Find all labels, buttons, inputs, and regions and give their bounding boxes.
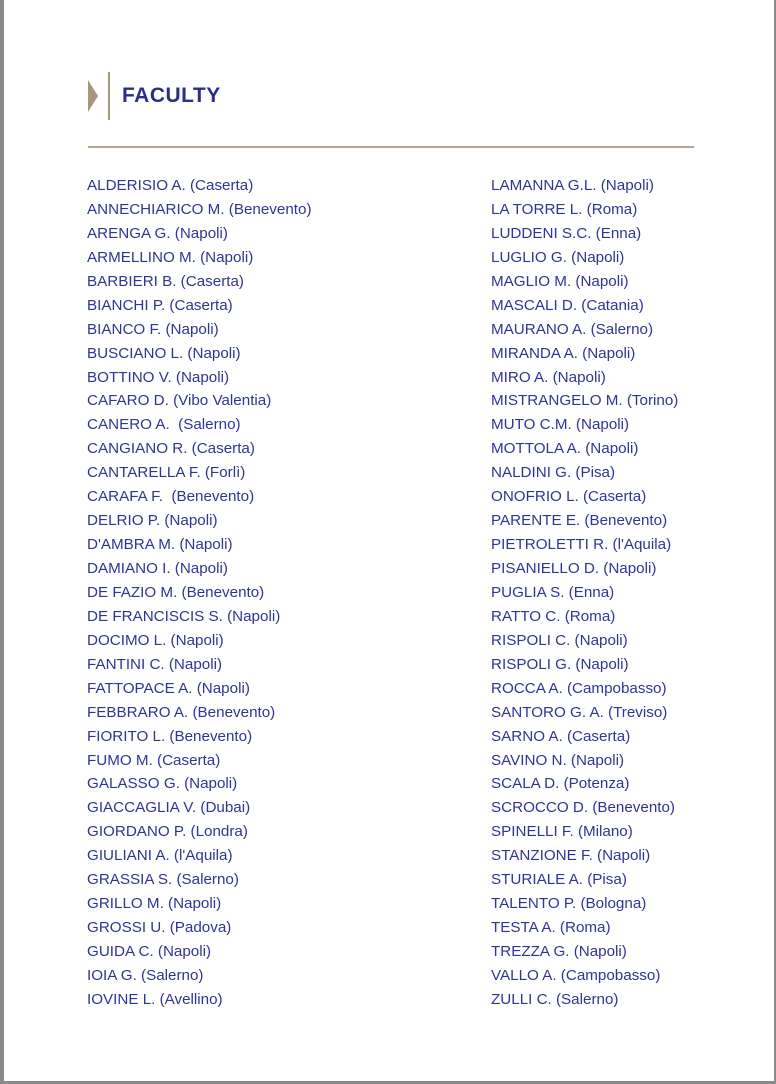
faculty-name-item: CANGIANO R. (Caserta) <box>87 440 255 458</box>
faculty-name-item: CANERO A. (Salerno) <box>87 416 241 434</box>
faculty-name-item: BUSCIANO L. (Napoli) <box>87 344 241 362</box>
faculty-name-item: SAVINO N. (Napoli) <box>491 751 625 769</box>
faculty-name-item: MAURANO A. (Salerno) <box>491 320 654 338</box>
faculty-name-item: TALENTO P. (Bologna) <box>491 895 647 913</box>
faculty-name-item: GIACCAGLIA V. (Dubai) <box>87 799 251 817</box>
faculty-name-item: MAGLIO M. (Napoli) <box>491 272 629 290</box>
title-divider <box>88 146 694 148</box>
faculty-name-item: ALDERISIO A. (Caserta) <box>87 177 254 194</box>
faculty-name-item: LUDDENI S.C. (Enna) <box>491 224 642 242</box>
faculty-name-item: IOVINE L. (Avellino) <box>87 990 223 1008</box>
faculty-name-item: SANTORO G. A. (Treviso) <box>491 703 668 721</box>
faculty-name-item: BARBIERI B. (Caserta) <box>87 272 244 290</box>
faculty-name-item: SARNO A. (Caserta) <box>491 727 631 745</box>
faculty-name-item: CANTARELLA F. (Forlì) <box>87 464 246 482</box>
faculty-name-item: GRILLO M. (Napoli) <box>87 895 222 913</box>
faculty-name-item: PARENTE E. (Benevento) <box>491 512 668 530</box>
faculty-name-item: PIETROLETTI R. (l'Aquila) <box>491 536 672 554</box>
faculty-name-item: CARAFA F. (Benevento) <box>87 488 255 506</box>
faculty-name-item: STURIALE A. (Pisa) <box>491 871 627 889</box>
faculty-name-item: BIANCO F. (Napoli) <box>87 320 219 338</box>
faculty-name-item: DE FAZIO M. (Benevento) <box>87 583 265 601</box>
triangle-marker-icon <box>88 80 98 112</box>
faculty-name-item: STANZIONE F. (Napoli) <box>491 847 651 865</box>
faculty-name-item: CAFARO D. (Vibo Valentia) <box>87 392 272 410</box>
faculty-name-item: FANTINI C. (Napoli) <box>87 655 223 673</box>
faculty-name-item: BIANCHI P. (Caserta) <box>87 296 233 314</box>
faculty-name-item: FATTOPACE A. (Napoli) <box>87 679 250 697</box>
faculty-name-item: ARENGA G. (Napoli) <box>87 224 228 242</box>
faculty-name-item: MOTTOLA A. (Napoli) <box>491 440 639 458</box>
faculty-name-item: GIULIANI A. (l'Aquila) <box>87 847 233 865</box>
faculty-name-item: GUIDA C. (Napoli) <box>87 943 212 960</box>
document-page <box>4 0 774 1081</box>
faculty-name-item: PISANIELLO D. (Napoli) <box>491 560 657 577</box>
faculty-name-item: ANNECHIARICO M. (Benevento) <box>87 200 312 218</box>
faculty-name-item: IOIA G. (Salerno) <box>87 966 204 984</box>
vertical-accent-bar <box>108 72 110 120</box>
faculty-name-item: ROCCA A. (Campobasso) <box>491 679 667 697</box>
faculty-name-item: NALDINI G. (Pisa) <box>491 464 616 482</box>
faculty-name-item: SCALA D. (Potenza) <box>491 775 630 793</box>
faculty-name-item: SPINELLI F. (Milano) <box>491 823 633 841</box>
faculty-name-item: MIRO A. (Napoli) <box>491 368 606 386</box>
page-title: FACULTY <box>122 84 221 107</box>
faculty-name-item: DOCIMO L. (Napoli) <box>87 631 224 649</box>
faculty-name-item: FEBBRARO A. (Benevento) <box>87 703 276 721</box>
faculty-name-item: ONOFRIO L. (Caserta) <box>491 488 647 506</box>
faculty-name-item: LAMANNA G.L. (Napoli) <box>491 177 654 194</box>
faculty-name-item: GROSSI U. (Padova) <box>87 919 232 937</box>
faculty-name-item: MASCALI D. (Catania) <box>491 296 644 314</box>
faculty-name-item: BOTTINO V. (Napoli) <box>87 368 230 386</box>
faculty-name-item: GALASSO G. (Napoli) <box>87 775 238 793</box>
faculty-name-item: LUGLIO G. (Napoli) <box>491 248 625 266</box>
faculty-name-item: GRASSIA S. (Salerno) <box>87 871 239 889</box>
faculty-name-item: ARMELLINO M. (Napoli) <box>87 248 254 266</box>
faculty-name-item: PUGLIA S. (Enna) <box>491 583 615 601</box>
faculty-list-right <box>491 174 678 1012</box>
faculty-name-item: D'AMBRA M. (Napoli) <box>87 536 233 554</box>
faculty-name-item: VALLO A. (Campobasso) <box>491 966 661 984</box>
faculty-name-item: DE FRANCISCIS S. (Napoli) <box>87 607 281 625</box>
faculty-name-item: FUMO M. (Caserta) <box>87 751 221 769</box>
faculty-list-left <box>87 174 312 1012</box>
faculty-name-item: MUTO C.M. (Napoli) <box>491 416 630 434</box>
faculty-name-item: RATTO C. (Roma) <box>491 607 616 625</box>
faculty-name-item: SCROCCO D. (Benevento) <box>491 799 675 817</box>
faculty-name-item: TREZZA G. (Napoli) <box>491 943 627 960</box>
faculty-name-item: MIRANDA A. (Napoli) <box>491 344 636 362</box>
faculty-name-item: DAMIANO I. (Napoli) <box>87 560 228 577</box>
faculty-name-item: LA TORRE L. (Roma) <box>491 200 638 218</box>
faculty-name-item: MISTRANGELO M. (Torino) <box>491 392 679 410</box>
faculty-name-item: DELRIO P. (Napoli) <box>87 512 218 530</box>
faculty-name-item: RISPOLI G. (Napoli) <box>491 655 629 673</box>
faculty-name-item: RISPOLI C. (Napoli) <box>491 631 628 649</box>
faculty-name-item: TESTA A. (Roma) <box>491 919 611 937</box>
faculty-name-item: GIORDANO P. (Londra) <box>87 823 248 841</box>
faculty-name-item: ZULLI C. (Salerno) <box>491 990 619 1008</box>
faculty-name-item: FIORITO L. (Benevento) <box>87 727 253 745</box>
